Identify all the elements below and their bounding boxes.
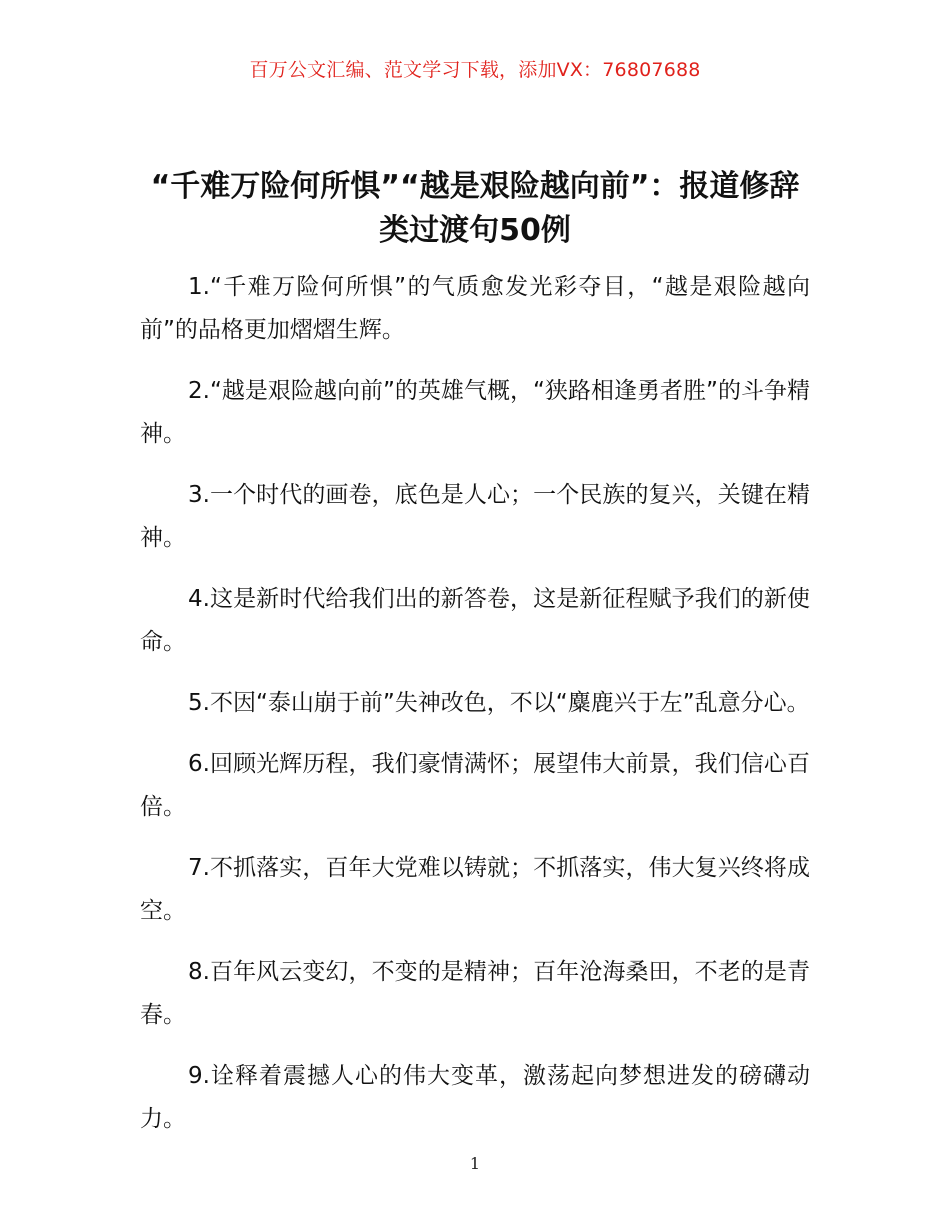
paragraph-3: 3.一个时代的画卷，底色是人心；一个民族的复兴，关键在精神。 [140,482,810,551]
paragraph-4: 4.这是新时代给我们出的新答卷，这是新征程赋予我们的新使命。 [140,586,810,655]
page-number: 1 [469,1154,481,1173]
paragraph-8: 8.百年风云变幻，不变的是精神；百年沧海桑田，不老的是青春。 [140,959,810,1028]
document-title: “千难万险何所惧”“越是艰险越向前”：报道修辞类过渡句50例 [150,169,800,248]
paragraph-1: 1.“千难万险何所惧”的气质愈发光彩夺目，“越是艰险越向前”的品格更加熠熠生辉。 [140,274,810,343]
paragraph-9: 9.诠释着震撼人心的伟大变革，激荡起向梦想进发的磅礴动力。 [140,1063,810,1132]
paragraph-5: 5.不因“泰山崩于前”失神改色，不以“麋鹿兴于左”乱意分心。 [188,690,810,716]
paragraph-list [140,266,810,1159]
paragraph-7: 7.不抓落实，百年大党难以铸就；不抓落实，伟大复兴终将成空。 [140,855,810,924]
header-banner: 百万公文汇编、范文学习下载，添加VX：76807688 [249,59,701,81]
paragraph-2: 2.“越是艰险越向前”的英雄气概，“狭路相逢勇者胜”的斗争精神。 [140,378,810,447]
paragraph-6: 6.回顾光辉历程，我们豪情满怀；展望伟大前景，我们信心百倍。 [140,751,810,820]
